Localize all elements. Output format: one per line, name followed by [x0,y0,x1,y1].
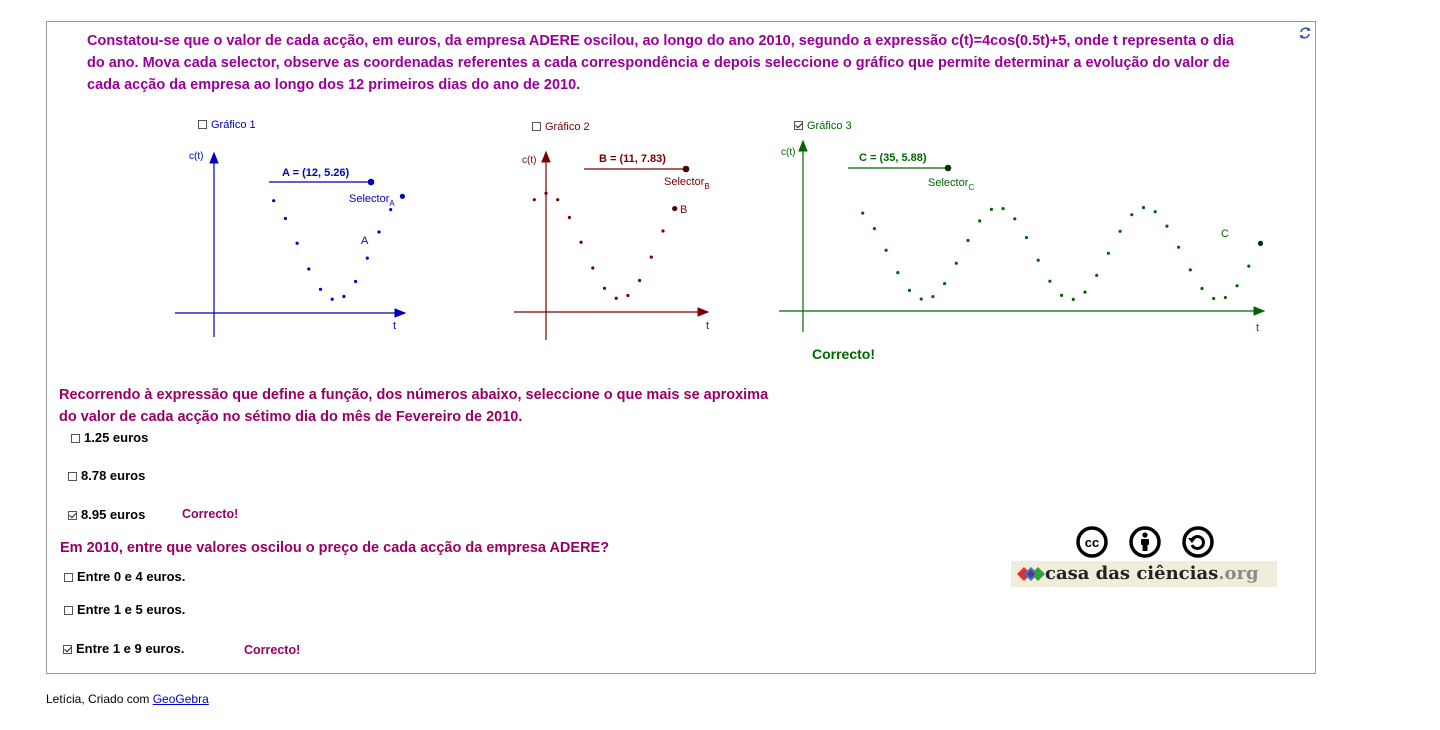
sa-icon [1184,528,1212,556]
graph-point [1060,294,1063,297]
graph-1 [167,140,417,340]
graph-point [377,230,380,233]
footer [46,692,209,706]
q2-option-2-label: 8.78 euros [81,468,146,483]
graph-point [556,198,559,201]
q2-option-3-label: 8.95 euros [81,507,146,522]
graph-point [650,256,653,259]
q3-option-2[interactable] [64,602,185,617]
graph-point [544,192,547,195]
graph-point [331,298,334,301]
graph-point [1119,230,1122,233]
graph-point [896,271,899,274]
q2-option-2[interactable] [68,468,145,483]
graph-point [873,227,876,230]
graph-point [1048,280,1051,283]
cc-icon [1078,528,1106,556]
toggle-grafico-2-label: Gráfico 2 [545,121,590,133]
graph-point [966,239,969,242]
graph-1-y-label: c(t) [189,151,204,162]
graph-point [1095,274,1098,277]
graph-1-slider-handle[interactable] [368,179,375,186]
checkbox-grafico-3[interactable] [794,121,803,130]
graph-point [272,199,275,202]
graph-point [580,241,583,244]
graph-point [1236,284,1239,287]
graph-3-y-label: c(t) [781,147,796,158]
graph-point [533,198,536,201]
graph-point [885,249,888,252]
checkbox-grafico-2[interactable] [532,122,541,131]
q3-option-1-checkbox[interactable] [64,573,73,582]
graph-point [342,295,345,298]
q2-option-3[interactable] [68,507,145,522]
casa-das-ciencias-logo [1011,561,1277,587]
graph-point [1200,287,1203,290]
graph-2-slider-handle[interactable] [683,166,690,173]
graph-point [1025,236,1028,239]
graph-point [1142,206,1145,209]
graph-point [1212,297,1215,300]
logo-text: casa das ciências [1045,563,1219,584]
graph-2-selector-label: Selector$_B$ [664,176,710,191]
graph-point [615,297,618,300]
graph-end-point [672,206,677,211]
graph-3 [771,134,1271,339]
graph-point [931,295,934,298]
toggle-grafico-3-label: Gráfico 3 [807,120,852,132]
graph-point [638,279,641,282]
graph-point [1154,210,1157,213]
graph-point [1072,298,1075,301]
graph-point [1037,259,1040,262]
toggle-grafico-2[interactable] [532,121,590,133]
toggle-grafico-3[interactable] [794,120,852,132]
graph-point [284,217,287,220]
graph-point [1177,246,1180,249]
graph-point [296,242,299,245]
graph-end-point [1258,241,1263,246]
graph-point [1083,290,1086,293]
toggle-grafico-1-label: Gráfico 1 [211,119,256,131]
graph-point [591,266,594,269]
graph-2-y-label: c(t) [522,155,537,166]
graph-point [389,208,392,211]
graph-point [1247,265,1250,268]
graph-3-x-label: t [1256,322,1260,334]
geogebra-applet [46,21,1316,674]
graph-1-points [272,194,405,301]
q2-option-1-label: 1.25 euros [84,430,149,445]
graph-point [861,212,864,215]
graph-point [568,216,571,219]
refresh-icon[interactable] [1298,26,1312,40]
q3-option-3[interactable] [63,641,184,656]
logo-suffix: .org [1218,563,1259,584]
q2-option-1[interactable] [71,430,148,445]
q3-option-1-label: Entre 0 e 4 euros. [77,569,186,584]
graph-point [955,262,958,265]
footer-author: Letícia, Criado com [46,692,153,706]
graph-end-point [400,194,405,199]
graph-point [661,229,664,232]
graph-point [978,219,981,222]
q3-option-3-label: Entre 1 e 9 euros. [76,641,185,656]
graph-point [908,289,911,292]
question-2-text: Recorrendo à expressão que define a função, dos números abaixo, seleccione o que mais se aproxima do valor de cada acção no sétimo dia do mês de Fevereiro de 2010. [59,387,769,425]
graph-point [1224,296,1227,299]
graph-point [943,282,946,285]
logo-mark-icon [1017,564,1045,584]
graph-point [366,257,369,260]
graph-point [307,267,310,270]
graph-3-points [861,206,1263,301]
intro-text: Constatou-se que o valor de cada acção, em euros, da empresa ADERE oscilou, ao longo do ano 2010, segundo a expressão c(t)=4cos(0.5t)+5, onde t representa o dia do ano. Mova cada selector, observe as coordenadas referentes a cada correspondência e depois seleccione o gráfico que permite determinar a evolução do valor de cada acção da empresa ao longo dos 12 primeiros dias do ano de 2010. [87,33,1234,93]
graph-3-coord-label: C = (35, 5.88) [859,152,927,164]
q2-option-1-checkbox[interactable] [71,434,80,443]
graph-2-x-label: t [706,320,710,332]
graph-point [626,294,629,297]
graph-point [354,280,357,283]
graph-point [1130,213,1133,216]
graph-point [1107,252,1110,255]
q3-option-1[interactable] [64,569,185,584]
graph-2 [502,140,762,340]
graph-3-selector-label: Selector$_C$ [928,177,975,192]
creative-commons-icons [1075,525,1235,559]
graph-1-coord-label: A = (12, 5.26) [282,167,350,179]
q2-option-2-checkbox[interactable] [68,472,77,481]
question-3-text: Em 2010, entre que valores oscilou o preço de cada acção da empresa ADERE? [60,540,610,556]
graph-point [1013,217,1016,220]
q2-feedback: Correcto! [182,507,239,521]
graph-1-selector-label: Selector$_A$ [349,193,395,208]
graph-2-coord-label: B = (11, 7.83) [599,153,666,165]
by-icon [1131,528,1159,556]
graph-3-slider-handle[interactable] [945,165,952,172]
graph-3-point-label: C [1221,228,1229,240]
graph-1-point-label: A [361,235,369,247]
graph-point [603,287,606,290]
graph-point [1189,268,1192,271]
graph-feedback: Correcto! [812,346,876,362]
graph-1-x-label: t [393,320,397,332]
q2-option-3-checkbox[interactable] [68,511,77,520]
graph-point [1002,207,1005,210]
graph-2-points [533,192,678,300]
checkbox-grafico-1[interactable] [198,120,207,129]
toggle-grafico-1[interactable] [198,119,256,131]
q3-option-2-checkbox[interactable] [64,606,73,615]
svg-text:cc: cc [1084,535,1100,550]
geogebra-link[interactable]: GeoGebra [152,692,209,706]
graph-point [319,288,322,291]
q3-feedback: Correcto! [244,643,301,657]
graph-point [920,297,923,300]
q3-option-2-label: Entre 1 e 5 euros. [77,602,186,617]
graph-point [1165,225,1168,228]
graph-point [990,208,993,211]
graph-2-point-label: B [680,204,688,216]
q3-option-3-checkbox[interactable] [63,645,72,654]
